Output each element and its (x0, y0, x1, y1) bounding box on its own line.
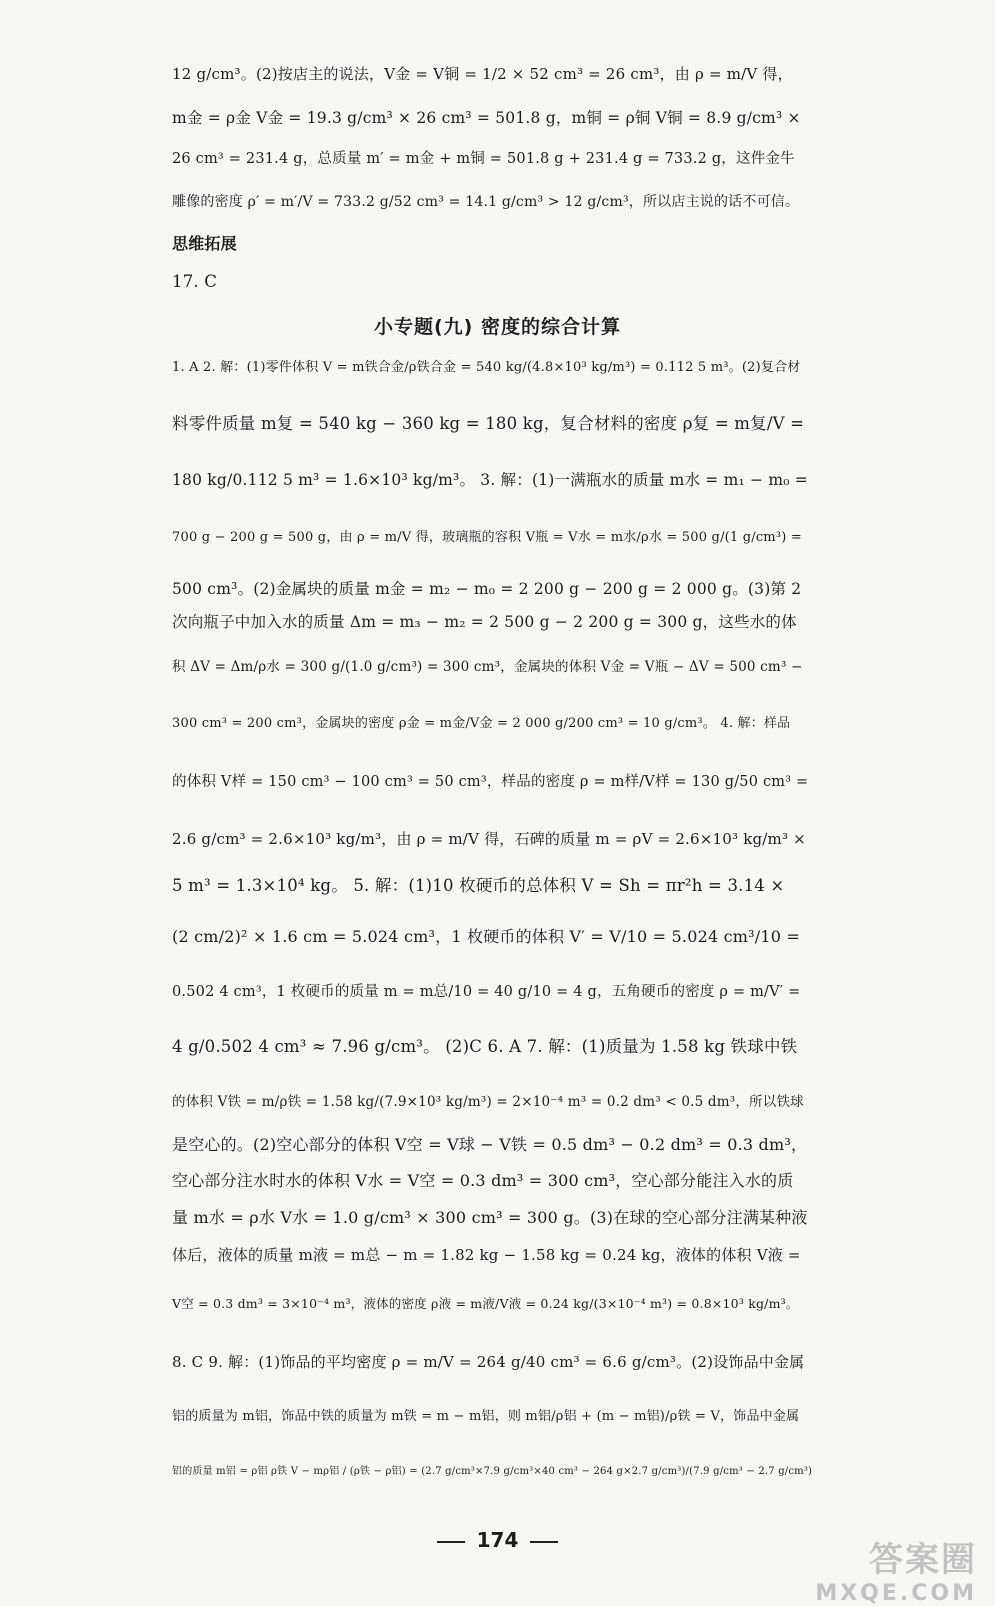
text-line: 铝的质量 m铝 = ρ铝 ρ铁 V − mρ铝 / (ρ铁 − ρ铝) = (2.7 g/cm³×7.9 g/cm³×40 cm³ − 264 g×2.7 g/cm³)/(7.9 g/cm³ − 2.7 g/cm³) (172, 1466, 813, 1477)
text-line: 12 g/cm³。(2)按店主的说法，V金 = V铜 = 1/2 × 52 cm³ = 26 cm³，由 ρ = m/V 得， (172, 65, 793, 83)
watermark-url: MXQE.COM (815, 1581, 977, 1606)
text-line: 8. C 9. 解：(1)饰品的平均密度 ρ = m/V = 264 g/40 cm³ = 6.6 g/cm³。(2)设饰品中金属 (172, 1353, 805, 1371)
text-line: 26 cm³ = 231.4 g，总质量 m′ = m金 + m铜 = 501.8 g + 231.4 g = 733.2 g，这件金牛 (172, 151, 795, 167)
section-label: 思维拓展 (172, 234, 237, 253)
text-line: 料零件质量 m复 = 540 kg − 360 kg = 180 kg，复合材料的密度 ρ复 = m复/V = (172, 414, 805, 433)
section-title: 小专题(九) 密度的综合计算 (374, 316, 621, 338)
text-line: 的体积 V样 = 150 cm³ − 100 cm³ = 50 cm³，样品的密度 ρ = m样/V样 = 130 g/50 cm³ = (172, 774, 809, 790)
text-line: 雕像的密度 ρ′ = m′/V = 733.2 g/52 cm³ = 14.1 g/cm³ > 12 g/cm³，所以店主说的话不可信。 (172, 194, 800, 210)
text-line: 次向瓶子中加入水的质量 Δm = m₃ − m₂ = 2 500 g − 2 200 g = 300 g，这些水的体 (172, 613, 797, 631)
text-line: m金 = ρ金 V金 = 19.3 g/cm³ × 26 cm³ = 501.8 g，m铜 = ρ铜 V铜 = 8.9 g/cm³ × (172, 109, 801, 127)
text-line: 铝的质量为 m铝，饰品中铁的质量为 m铁 = m − m铝，则 m铝/ρ铝 + (m − m铝)/ρ铁 = V，饰品中金属 (172, 1409, 800, 1424)
page-number-dash (437, 1541, 465, 1543)
text-line: 2.6 g/cm³ = 2.6×10³ kg/m³，由 ρ = m/V 得，石碑的质量 m = ρV = 2.6×10³ kg/m³ × (172, 830, 806, 848)
text-line: 是空心的。(2)空心部分的体积 V空 = V球 − V铁 = 0.5 dm³ − 0.2 dm³ = 0.3 dm³， (172, 1135, 808, 1154)
text-line: 500 cm³。(2)金属块的质量 m金 = m₂ − m₀ = 2 200 g − 200 g = 2 000 g。(3)第 2 (172, 580, 802, 598)
text-line: 的体积 V铁 = m/ρ铁 = 1.58 kg/(7.9×10³ kg/m³) = 2×10⁻⁴ m³ = 0.2 dm³ < 0.5 dm³，所以铁球 (172, 1094, 804, 1110)
text-line: 量 m水 = ρ水 V水 = 1.0 g/cm³ × 300 cm³ = 300 g。(3)在球的空心部分注满某种液 (172, 1208, 808, 1227)
watermark-title: 答案圈 (869, 1540, 977, 1580)
text-line: 积 ΔV = Δm/ρ水 = 300 g/(1.0 g/cm³) = 300 cm³，金属块的体积 V金 = V瓶 − ΔV = 500 cm³ − (172, 659, 803, 675)
text-line: 空心部分注水时水的体积 V水 = V空 = 0.3 dm³ = 300 cm³，空心部分能注入水的质 (172, 1171, 794, 1190)
answer-line: 17. C (172, 272, 218, 291)
text-line: V空 = 0.3 dm³ = 3×10⁻⁴ m³，液体的密度 ρ液 = m液/V液 = 0.24 kg/(3×10⁻⁴ m³) = 0.8×10³ kg/m³。 (172, 1296, 799, 1311)
text-line: 4 g/0.502 4 cm³ ≈ 7.96 g/cm³。 (2)C 6. A 7. 解：(1)质量为 1.58 kg 铁球中铁 (172, 1037, 798, 1056)
text-line: 700 g − 200 g = 500 g，由 ρ = m/V 得，玻璃瓶的容积 V瓶 = V水 = m水/ρ水 = 500 g/(1 g/cm³) = (172, 530, 802, 545)
page-number-value: 174 (476, 1528, 519, 1552)
text-line: (2 cm/2)² × 1.6 cm = 5.024 cm³，1 枚硬币的体积 V′ = V/10 = 5.024 cm³/10 = (172, 927, 801, 946)
text-line: 1. A 2. 解：(1)零件体积 V = m铁合金/ρ铁合金 = 540 kg/(4.8×10³ kg/m³) = 0.112 5 m³。(2)复合材 (172, 360, 801, 375)
text-line: 180 kg/0.112 5 m³ = 1.6×10³ kg/m³。 3. 解：(1)一满瓶水的质量 m水 = m₁ − m₀ = (172, 471, 808, 489)
text-line: 5 m³ = 1.3×10⁴ kg。 5. 解：(1)10 枚硬币的总体积 V = Sh = πr²h = 3.14 × (172, 876, 785, 895)
text-line: 体后，液体的质量 m液 = m总 − m = 1.82 kg − 1.58 kg = 0.24 kg，液体的体积 V液 = (172, 1246, 801, 1264)
watermark-logo (815, 1532, 977, 1606)
page-number-dash (530, 1541, 558, 1543)
text-line: 300 cm³ = 200 cm³，金属块的密度 ρ金 = m金/V金 = 2 000 g/200 cm³ = 10 g/cm³。 4. 解：样品 (172, 716, 791, 731)
text-line: 0.502 4 cm³，1 枚硬币的质量 m = m总/10 = 40 g/10 = 4 g，五角硬币的密度 ρ = m/V′ = (172, 984, 801, 1000)
